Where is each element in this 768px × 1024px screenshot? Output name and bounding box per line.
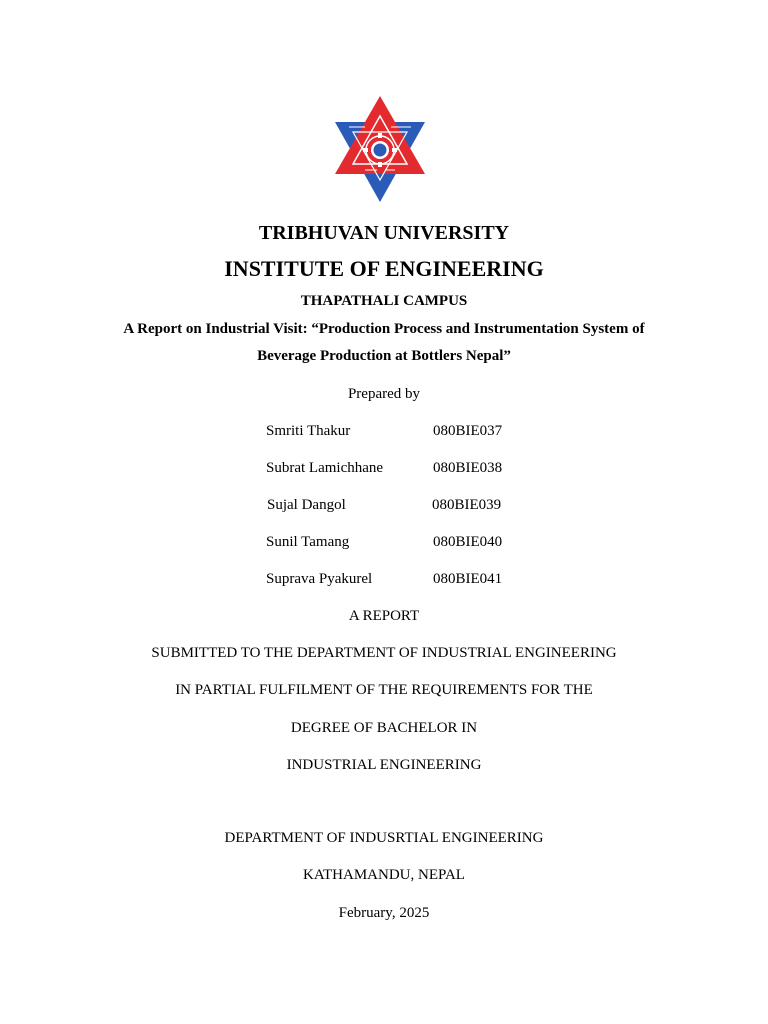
submission-line-2: IN PARTIAL FULFILMENT OF THE REQUIREMENTS FOR THE — [175, 682, 593, 698]
student-name: Subrat Lamichhane — [266, 460, 384, 476]
submission-line-4: INDUSTRIAL ENGINEERING — [286, 757, 482, 773]
student-roll: 080BIE039 — [432, 497, 502, 513]
location: KATHAMANDU, NEPAL — [303, 867, 465, 883]
student-name: Smriti Thakur — [266, 423, 351, 439]
submission-line-1: SUBMITTED TO THE DEPARTMENT OF INDUSTRIAL ENGINEERING — [151, 645, 617, 661]
institute-name: INSTITUTE OF ENGINEERING — [224, 256, 544, 281]
student-roll: 080BIE040 — [433, 534, 503, 550]
report-label: A REPORT — [348, 608, 420, 624]
submission-line-3: DEGREE OF BACHELOR IN — [290, 720, 478, 736]
student-roll: 080BIE037 — [433, 423, 503, 439]
student-roll: 080BIE038 — [433, 460, 503, 476]
report-title-line-2: Beverage Production at Bottlers Nepal” — [257, 348, 511, 364]
student-name: Sunil Tamang — [266, 534, 350, 550]
report-title-line-1: A Report on Industrial Visit: “Production Process and Instrumentation System of — [123, 321, 645, 337]
prepared-by-label: Prepared by — [347, 386, 421, 402]
student-name: Suprava Pyakurel — [266, 571, 373, 587]
campus-name: THAPATHALI CAMPUS — [300, 293, 468, 309]
student-name: Sujal Dangol — [267, 497, 346, 513]
student-roll: 080BIE041 — [433, 571, 503, 587]
university-name: TRIBHUVAN UNIVERSITY — [258, 222, 510, 244]
department-name: DEPARTMENT OF INDUSRTIAL ENGINEERING — [224, 830, 544, 846]
tribhuvan-university-logo — [333, 94, 427, 204]
date: February, 2025 — [338, 905, 430, 921]
